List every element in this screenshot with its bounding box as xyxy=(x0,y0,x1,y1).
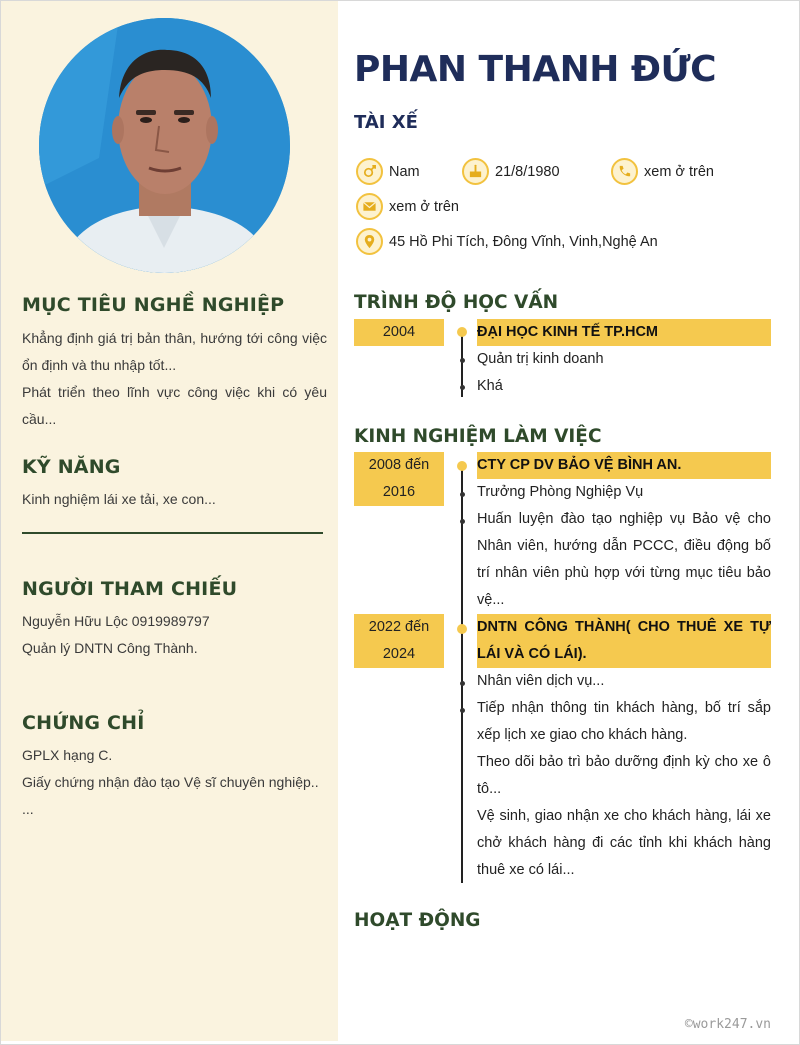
email-icon xyxy=(356,193,383,220)
job-2-year-to: 2024 xyxy=(382,646,416,662)
activities-heading: HOẠT ĐỘNG xyxy=(354,910,481,931)
address-info xyxy=(356,228,658,255)
watermark: ©work247.vn xyxy=(684,1017,771,1032)
job-1-year-from: 2008 đến xyxy=(368,457,430,473)
phone-value: xem ở trên xyxy=(644,163,714,180)
education-school: ĐẠI HỌC KINH TẾ TP.HCM xyxy=(477,319,771,346)
certificates-heading: CHỨNG CHỈ xyxy=(22,712,145,734)
job-1-position: Trưởng Phòng Nghiệp Vụ xyxy=(477,484,644,500)
birthday-info xyxy=(462,158,560,185)
gender-icon xyxy=(356,158,383,185)
job-2-years xyxy=(354,614,444,668)
job-title: TÀI XẾ xyxy=(354,112,418,133)
job-2-duty-1: Tiếp nhận thông tin khách hàng, bố trí sắp xếp lịch xe giao cho khách hàng. xyxy=(477,700,771,743)
education-year: 2004 xyxy=(354,319,444,346)
job-2-company: DNTN CÔNG THÀNH( CHO THUÊ XE TỰ LÁI VÀ CÓ LÁI). xyxy=(477,614,771,668)
email-info xyxy=(356,193,459,220)
job-2-position: Nhân viên dịch vụ... xyxy=(477,673,605,689)
job-1-year-to: 2016 xyxy=(382,484,416,500)
bullet-dot xyxy=(460,681,465,686)
skills-heading: KỸ NĂNG xyxy=(22,456,121,478)
objective-text-1: Khẳng định giá trị bản thân, hướng tới công việc ổn định và thu nhập tốt... xyxy=(22,330,327,373)
job-1-company: CTY CP DV BẢO VỆ BÌNH AN. xyxy=(477,452,771,479)
gender-info xyxy=(356,158,420,185)
phone-icon xyxy=(611,158,638,185)
job-1-years xyxy=(354,452,444,506)
certificate-3: ... xyxy=(22,801,34,817)
full-name: PHAN THANH ĐỨC xyxy=(354,49,717,90)
job-1-duties: Huấn luyện đào tạo nghiệp vụ Bảo vệ cho Nhân viên, hướng dẫn PCCC, điều động bố trí nhân viên phù hợp với từng mục tiêu bảo vệ... xyxy=(477,511,771,608)
timeline-dot xyxy=(457,461,467,471)
certificate-1: GPLX hạng C. xyxy=(22,747,113,763)
education-grade: Khá xyxy=(477,378,503,394)
job-2-duty-3: Vệ sinh, giao nhận xe cho khách hàng, lái xe chở khách hàng đi các tỉnh khi khách hàng thuê xe có lái... xyxy=(477,808,771,878)
bullet-dot xyxy=(460,708,465,713)
bullet-dot xyxy=(460,492,465,497)
location-icon xyxy=(356,228,383,255)
email-value: xem ở trên xyxy=(389,198,459,215)
bullet-dot xyxy=(460,519,465,524)
education-major: Quản trị kinh doanh xyxy=(477,351,604,367)
avatar xyxy=(39,18,290,273)
education-heading: TRÌNH ĐỘ HỌC VẤN xyxy=(354,292,559,313)
sidebar xyxy=(1,1,338,1041)
bullet-dot xyxy=(460,358,465,363)
skills-text: Kinh nghiệm lái xe tải, xe con... xyxy=(22,491,216,507)
birthday-value: 21/8/1980 xyxy=(495,163,560,180)
address-value: 45 Hồ Phi Tích, Đông Vĩnh, Vinh,Nghệ An xyxy=(389,233,658,250)
gender-value: Nam xyxy=(389,163,420,180)
experience-heading: KINH NGHIỆM LÀM VIỆC xyxy=(354,426,602,447)
phone-info xyxy=(611,158,714,185)
objective-text-2: Phát triển theo lĩnh vực công việc khi có yêu cầu... xyxy=(22,384,327,427)
reference-position: Quản lý DNTN Công Thành. xyxy=(22,640,198,656)
timeline-dot xyxy=(457,327,467,337)
timeline-dot xyxy=(457,624,467,634)
bullet-dot xyxy=(460,385,465,390)
job-2-duty-2: Theo dõi bảo trì bảo dưỡng định kỳ cho xe ô tô... xyxy=(477,754,771,797)
references-heading: NGƯỜI THAM CHIẾU xyxy=(22,578,238,600)
experience-timeline xyxy=(461,463,463,883)
birthday-cake-icon xyxy=(462,158,489,185)
reference-contact: Nguyễn Hữu Lộc 0919989797 xyxy=(22,613,210,629)
certificate-2: Giấy chứng nhận đào tạo Vệ sĩ chuyên nghiệp.. xyxy=(22,774,319,790)
objective-heading: MỤC TIÊU NGHỀ NGHIỆP xyxy=(22,294,285,316)
job-2-year-from: 2022 đến xyxy=(368,619,430,635)
divider xyxy=(22,532,323,534)
